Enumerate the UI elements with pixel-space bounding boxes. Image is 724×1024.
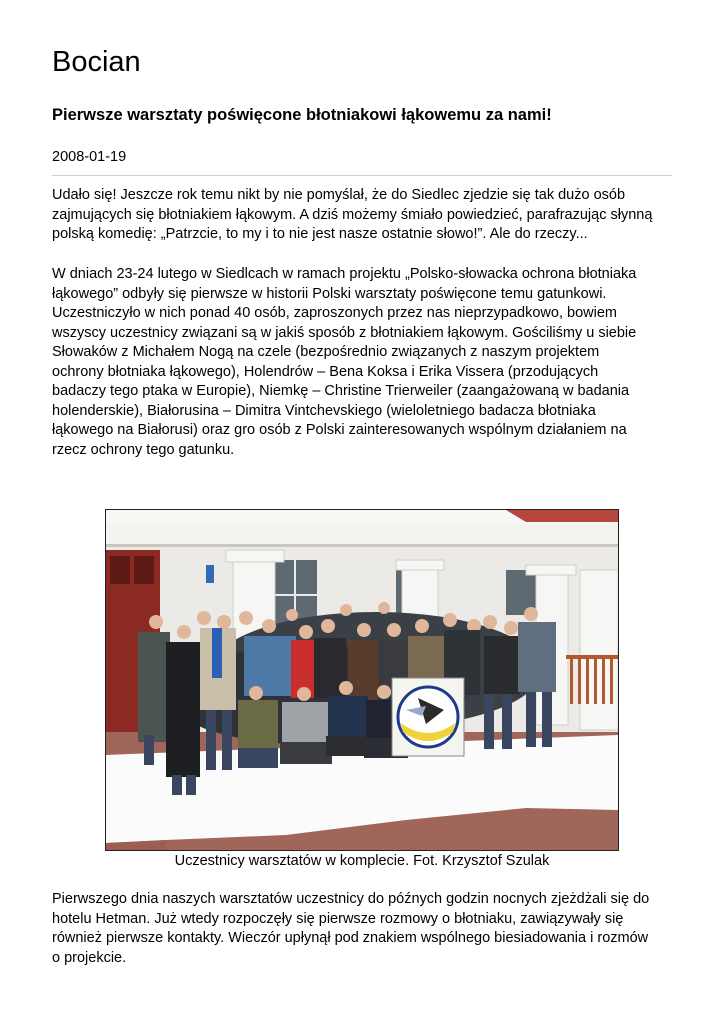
text-line: również pierwsze kontakty. Wieczór upłynął pod znakiem wspólnego biesiadowania i rozmów	[52, 930, 649, 946]
text-line: Udało się! Jeszcze rok temu nikt by nie pomyślał, że do Siedlec zjedzie się tak dużo osób	[52, 187, 626, 203]
text-line: rzecz ochrony tego gatunku.	[52, 441, 235, 458]
text-line: W dniach 23-24 lutego w Siedlcach w ramach projektu „Polsko-słowacka ochrona błotniaka	[52, 266, 637, 282]
paragraph-first-day	[52, 890, 674, 968]
article-title: Pierwsze warsztaty poświęcone błotniakowi łąkowemu za nami!	[52, 106, 552, 124]
text-line: o projekcie.	[52, 949, 127, 966]
text-line: łąkowego na Białorusi) oraz gro osób z Polski zainteresowanych wspólnym działaniem na	[52, 422, 627, 438]
site-title: Bocian	[52, 46, 141, 78]
text-line: badaczy tego ptaka w Europie), Niemkę – Christine Trierweiler (zaangażowaną w badania	[52, 383, 630, 399]
photo-caption: Uczestnicy warsztatów w komplecie. Fot. Krzysztof Szulak	[174, 853, 550, 869]
text-line: Uczestniczyło w nich ponad 40 osób, zaproszonych przez nas nieprzypadkowo, bowiem	[52, 305, 617, 321]
divider	[52, 175, 672, 176]
text-line: holenderskie), Białorusina – Dimitra Vintchevskiego (wieloletniego badacza błotniaka	[52, 402, 596, 419]
group-photo	[105, 509, 619, 851]
article-date: 2008-01-19	[52, 149, 127, 165]
text-line: Pierwszego dnia naszych warsztatów uczestnicy do późnych godzin nocnych zjeżdżali się do	[52, 891, 650, 907]
text-line: wszyscy uczestnicy związani są w jakiś sposób z błotniakiem łąkowym. Gościliśmy u siebie	[52, 324, 637, 341]
text-line: zajmujących się błotniakiem łąkowym. A dziś możemy śmiało powiedzieć, parafrazując słynną	[52, 206, 653, 223]
text-line: hotelu Hetman. Już wtedy rozpoczęły się pierwsze rozmowy o błotniaku, zawiązywały się	[52, 910, 624, 927]
text-line: Słowaków z Michałem Nogą na czele (bezpośrednio związanych z naszym projektem	[52, 344, 600, 360]
paragraph-workshop	[52, 265, 674, 460]
text-line: ochrony błotniaka łąkowego), Holendrów – Bena Koksa i Erika Vissera (przodujących	[52, 363, 599, 380]
text-line: polską komedię: „Patrzcie, to my i to nie jest nasze ostatnie słowo!”. Ale do rzeczy...	[52, 226, 588, 242]
text-line: łąkowego” odbyły się pierwsze w historii Polski warsztaty poświęcone temu gatunkowi.	[52, 285, 607, 302]
paragraph-intro	[52, 186, 674, 245]
